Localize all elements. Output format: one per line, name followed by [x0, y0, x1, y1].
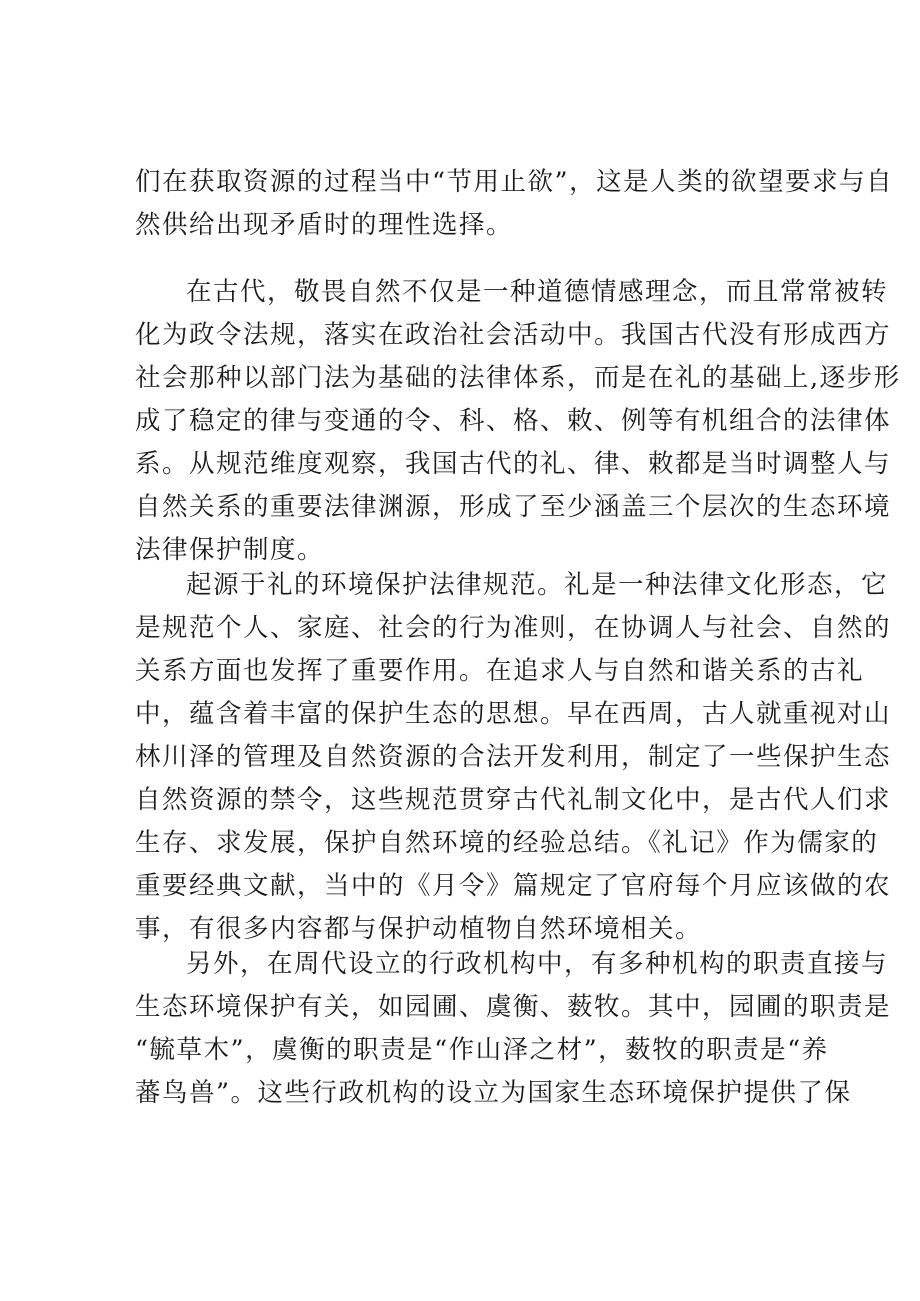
- text-line: 是规范个人、家庭、社会的行为准则，在协调人与社会、自然的: [135, 613, 892, 643]
- text-line: 生存、求发展，保护自然环境的经验总结。《礼记》作为儒家的: [135, 828, 879, 858]
- text-line: “毓草木”，虞衡的职责是“作山泽之材”，薮牧的职责是“养: [135, 1035, 829, 1065]
- text-line: 中，蕴含着丰富的保护生态的思想。早在西周，古人就重视对山: [135, 699, 892, 729]
- text-line: 蕃鸟兽”。这些行政机构的设立为国家生态环境保护提供了保: [135, 1078, 852, 1108]
- text-line: 关系方面也发挥了重要作用。在追求人与自然和谐关系的古礼: [135, 656, 865, 686]
- text-line: 起源于礼的环境保护法律规范。礼是一种法律文化形态，它: [186, 570, 889, 600]
- paragraph-4: [135, 943, 892, 1115]
- text-line: 化为政令法规，落实在政治社会活动中。我国古代没有形成西方: [135, 320, 892, 350]
- text-line: 们在获取资源的过程当中“节用止欲”，这是人类的欲望要求与自: [135, 167, 894, 197]
- text-line: 生态环境保护有关，如园圃、虞衡、薮牧。其中，园圃的职责是: [135, 992, 892, 1022]
- text-line: 林川泽的管理及自然资源的合法开发利用，制定了一些保护生态: [135, 742, 892, 772]
- text-line: 社会那种以部门法为基础的法律体系，而是在礼的基础上,逐步形: [135, 363, 901, 393]
- text-line: 自然关系的重要法律渊源，形成了至少涵盖三个层次的生态环境: [135, 492, 892, 522]
- text-line: 在古代，敬畏自然不仅是一种道德情感理念，而且常常被转: [186, 277, 889, 307]
- text-line: 法律保护制度。: [135, 535, 325, 565]
- paragraph-2: [135, 271, 901, 572]
- text-line: 另外，在周代设立的行政机构中，有多种机构的职责直接与: [186, 949, 889, 979]
- paragraph-3: [135, 564, 892, 951]
- text-line: 成了稳定的律与变通的令、科、格、敕、例等有机组合的法律体: [135, 406, 892, 436]
- text-line: 自然资源的禁令，这些规范贯穿古代礼制文化中，是古代人们求: [135, 785, 892, 815]
- text-line: 然供给出现矛盾时的理性选择。: [135, 210, 514, 240]
- text-line: 系。从规范维度观察，我国古代的礼、律、敕都是当时调整人与: [135, 449, 892, 479]
- text-line: 重要经典文献，当中的《月令》篇规定了官府每个月应该做的农: [135, 871, 892, 901]
- text-line: 事，有很多内容都与保护动植物自然环境相关。: [135, 914, 703, 944]
- paragraph-1: [135, 161, 894, 247]
